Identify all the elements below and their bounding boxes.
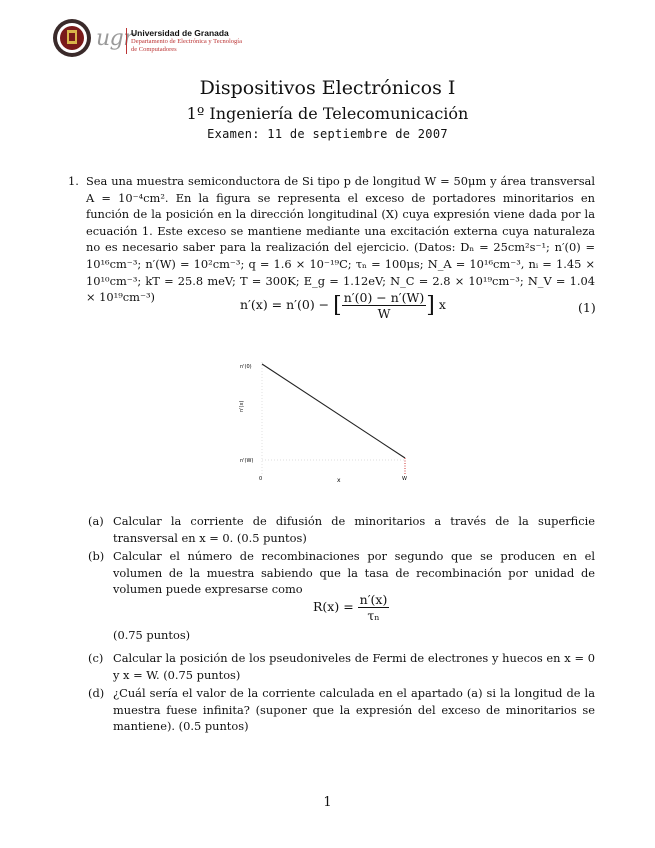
department-line-1: Departamento de Electrónica y Tecnología [131,38,242,45]
ugr-logo-text: ugr [96,26,134,51]
excess-carrier-figure [235,356,415,486]
item-b-points: (0.75 puntos) [113,628,191,642]
page-title: Dispositivos Electrónicos I [199,77,456,99]
equation-denominator: W [377,306,391,321]
institution-block [126,28,242,54]
question-1 [68,173,595,306]
x-mid-label: x [337,477,341,484]
item-text: Calcular la corriente de difusión de minoritarios a través de la superficie transversal en x = 0. (0.5 puntos) [113,514,595,545]
item-text: Calcular el número de recombinaciones por segundo que se producen en el volumen de la muestra sabiendo que la tasa de recombinación por unidad de volumen puede expresarse como [113,549,595,597]
y-axis-label: n'(x) [239,400,245,412]
formula-lhs: R(x) = [313,599,354,614]
y-bottom-label: n'(W) [240,458,254,464]
equation-number: (1) [578,300,596,315]
university-name: Universidad de Granada [131,28,229,38]
university-seal-icon [52,18,92,58]
exam-date: Examen: 11 de septiembre de 2007 [207,127,448,141]
equation-1: n′(x) = n′(0) − [ $\frac{n'(0) - n'(W)}{W}$ ] x [240,290,446,321]
item-label: (a) [88,514,104,528]
y-top-label: n'(0) [240,364,252,370]
item-label: (d) [88,686,105,700]
formula-fraction [358,592,390,623]
formula-denominator: τₙ [367,608,380,623]
item-text: ¿Cuál sería el valor de la corriente calculada en el apartado (a) si la longitud de la muestra fuese infinita? (suponer que la expresión del exceso de minoritarios se mantiene). (0.5 puntos) [113,686,595,734]
item-text: Calcular la posición de los pseudoniveles de Fermi de electrones y huecos en x = 0 y x = W. (0.75 puntos) [113,651,595,682]
plot-line [262,364,405,458]
equation-fraction [342,290,427,321]
formula-recombination [313,592,389,623]
item-d [88,685,595,735]
item-label: (b) [88,549,105,563]
x-left-label: 0 [259,476,263,482]
item-label: (c) [88,651,104,665]
question-text: Sea una muestra semiconductora de Si tipo p de longitud W = 50μm y área transversal A = 10⁻⁴cm². En la figura se representa el exceso de portadores minoritarios en función de la posición en la dirección longitudinal (X) cuya expresión viene dada por la ecuación 1. Este exceso se mantiene mediante una excitación externa cuya naturaleza no es necesario saber para la realización del ejercicio. (Datos: Dₙ = 25cm²s⁻¹; n′(0) = 10¹⁶cm⁻³; n′(W) = 10²cm⁻³; q = 1.6 × 10⁻¹⁹C; τₙ = 100μs; N_A = 10¹⁶cm⁻³, nᵢ = 1.45 × 10¹⁰cm⁻³; kT = 25.8 meV; T = 300K; E_g = 1.12eV; N_C = 2.8 × 10¹⁹cm⁻³; N_V = 1.04 × 10¹⁹cm⁻³) [86,174,595,305]
question-number: 1. [68,174,79,188]
page-number: 1 [323,795,332,810]
equation-lhs: n′(x) = n′(0) − [240,297,330,312]
x-right-label: W [402,476,407,482]
equation-numerator: n′(0) − n′(W) [343,290,425,305]
department-line-2: de Computadores [131,46,177,53]
item-c [88,650,595,683]
page-subtitle: 1º Ingeniería de Telecomunicación [186,104,469,123]
equation-tail: x [438,297,446,312]
item-a [88,513,595,546]
item-b [88,548,595,598]
formula-numerator: n′(x) [359,592,388,607]
